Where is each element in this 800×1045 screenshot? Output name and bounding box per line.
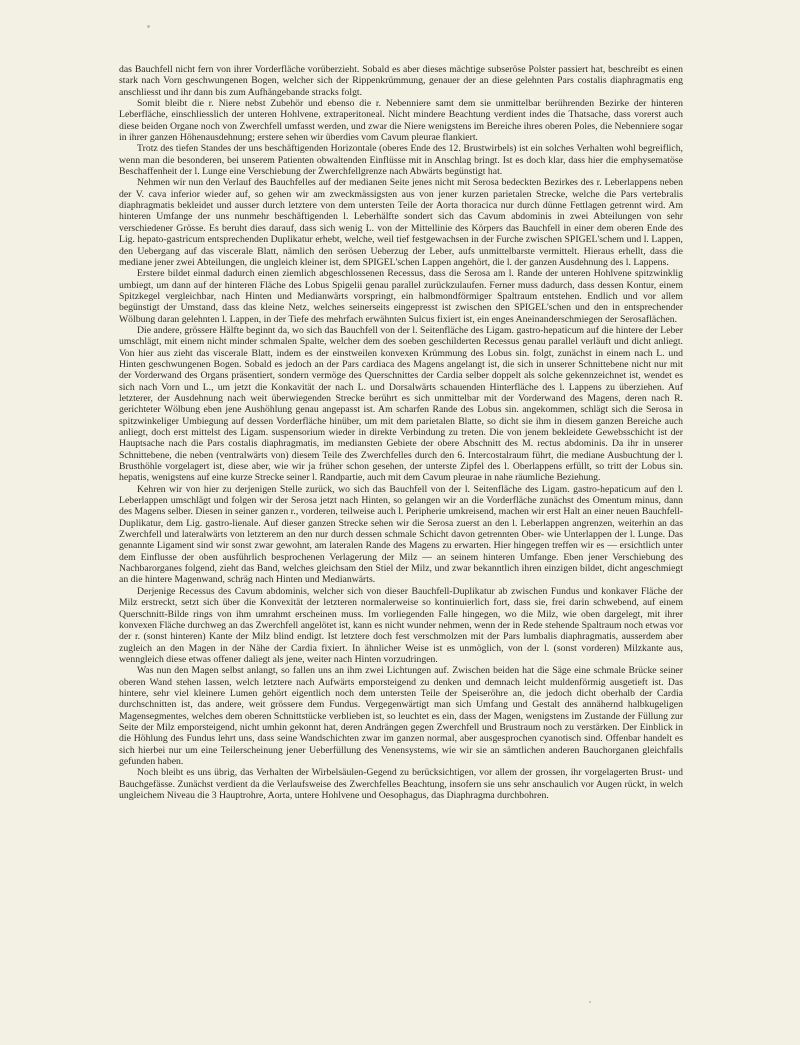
- paragraph: Was nun den Magen selbst anlangt, so fallen uns an ihm zwei Lichtungen auf. Zwischen beiden hat die Säge eine schmale Brücke seiner oberen Wand stehen lassen, welch letztere nach Aufwärts emporsteigend zu denken und demnach leicht muldenförmig ausgetieft ist. Das hintere, sehr viel kleinere Lumen gehört eigentlich noch dem untersten Teile der Speiseröhre an, die jedoch dicht oberhalb der Cardia durchschnitten ist, das andere, weit grössere dem Fundus. Vergegenwärtigt man sich Umfang und Gestalt des annähernd halbkugeligen Magensegmentes, welches dem oberen Schnittstücke verblieben ist, so leuchtet es ein, dass der Magen, wenigstens im Zustande der Füllung zur Seite der Milz emporsteigend, nicht umhin gekonnt hat, deren Andrängen gegen Zwerchfell und Brustraum noch zu verstärken. Der Einblick in die Höhlung des Fundus lehrt uns, dass seine Wandschichten zwar im ganzen normal, aber ausgesprochen cyanotisch sind. Offenbar handelt es sich hierbei nur um eine Teilerscheinung jener Ueberfüllung des Venensystems, wie wir sie an sämtlichen anderen Bauchorganen gleichfalls gefunden haben.: [119, 665, 683, 767]
- paragraph: Noch bleibt es uns übrig, das Verhalten der Wirbelsäulen-Gegend zu berücksichtigen, vor allem der grossen, ihr vorgelagerten Brust- und Bauchgefässe. Zunächst verdient da die Verlaufsweise des Zwerchfelles Beachtung, insofern sie uns sehr anschaulich vor Augen rückt, in welch ungleichem Niveau die 3 Hauptrohre, Aorta, untere Hohlvene und Oesophagus, das Diaphragma durchbohren.: [119, 767, 683, 801]
- paper-spot: [589, 1001, 591, 1003]
- paragraph: Nehmen wir nun den Verlauf des Bauchfelles auf der medianen Seite jenes nicht mit Serosa bedeckten Bezirkes des r. Leberlappens neben der V. cava inferior wieder auf, so gehen wir am zweckmässigsten aus von jener kurzen parietalen Strecke, welche die Pars vertebralis diaphragmatis bekleidet und ausser durch letztere von dem untersten Teile der Aorta thoracica nur durch dünne Fettlagen getrennt wird. Am hinteren Umfange der uns nunmehr beschäftigenden l. Leberhälfte sondert sich das Cavum abdominis in zwei Abteilungen von sehr verschiedener Grösse. Es beruht dies darauf, dass sich wenig L. von der Mittellinie des Körpers das Bauchfell in einer dem oberen Ende des Lig. hepato-gastricum entsprechenden Duplikatur erhebt, welche, weil tief festgewachsen in der Furche zwischen SPIGEL'schem und l. Lappen, den Uebergang auf das viscerale Blatt, nämlich den serösen Ueberzug der Leber, aufs unmittelbarste vermittelt. Hieraus erhellt, dass die mediane jener zwei Abteilungen, die ungleich kleiner ist, dem SPIGEL'schen Lappen angehört, die l. der ganzen Ausdehnung des l. Lappens.: [119, 177, 683, 268]
- paragraph: das Bauchfell nicht fern von ihrer Vorderfläche vorüberzieht. Sobald es aber dieses mächtige subseröse Polster passiert hat, beschreibt es einen stark nach Vorn geschwungenen Bogen, welcher sich der Rippenkrümmung, genauer der an diese gelehnten Pars costalis diaphragmatis eng anschliesst und ihr dann bis zum Aufhängebande stracks folgt.: [119, 64, 683, 98]
- paragraph: Trotz des tiefen Standes der uns beschäftigenden Horizontale (oberes Ende des 12. Brustwirbels) ist ein solches Verhalten wohl begreiflich, wenn man die besonderen, bei unserem Patienten obwaltenden Einflüsse mit in Anschlag bringt. Ist es doch klar, dass hier die emphysematöse Beschaffenheit der l. Lunge eine Verschiebung der Zwerchfellgrenze nach Abwärts begünstigt hat.: [119, 143, 683, 178]
- paper-spot: [147, 25, 150, 28]
- body-text: [119, 64, 683, 801]
- paragraph: Derjenige Recessus des Cavum abdominis, welcher sich von dieser Bauchfell-Duplikatur ab zwischen Fundus und konkaver Fläche der Milz erstreckt, setzt sich über die Konvexität der letzteren normalerweise so kontinuierlich fort, dass sie, frei darin schwebend, auf einem Querschnitt-Bilde rings von ihm umrahmt erscheinen muss. Im vorliegenden Falle hingegen, wo die Milz, wie oben dargelegt, mit ihrer konvexen Fläche durchweg an das Zwerchfell angelötet ist, kann es nicht wunder nehmen, wenn der in Rede stehende Spaltraum noch etwas vor der r. (sonst hinteren) Kante der Milz blind endigt. Ist letztere doch fest verschmolzen mit der Pars lumbalis diaphragmatis, ausserdem aber zugleich an den Magen in der Nähe der Cardia fixiert. In ähnlicher Weise ist es unmöglich, von der l. (sonst vorderen) Milzkante aus, wenngleich diese etwas offener daliegt als jene, weiter nach Hinten vorzudringen.: [119, 585, 683, 665]
- paragraph: Erstere bildet einmal dadurch einen ziemlich abgeschlossenen Recessus, dass die Serosa am l. Rande der unteren Hohlvene spitzwinklig umbiegt, um dann auf der hinteren Fläche des Lobus Spigelii genau parallel zurückzulaufen. Ferner muss dadurch, dass dessen Kontur, einem Spitzkegel vergleichbar, nach Hinten und Medianwärts vorspringt, ein halbmondförmiger Spaltraum entstehen. Endlich und vor allem begünstigt der Umstand, dass das kleine Netz, welches seinerseits eingepresst ist zwischen den SPIGEL'schen und den in entsprechender Wölbung daran gelehnten l. Lappen, in der Tiefe des mehrfach erwähnten Sulcus fixiert ist, ein enges Aneinanderschmiegen der Serosaflächen.: [119, 268, 683, 325]
- paragraph: Somit bleibt die r. Niere nebst Zubehör und ebenso die r. Nebenniere samt dem sie unmittelbar berührenden Bezirke der hinteren Leberfläche, einschliesslich der unteren Hohlvene, extraperitoneal. Nicht mindere Beachtung verdient indes die Thatsache, dass vorerst auch diese beiden Organe noch von Zwerchfell umfasst werden, und zwar die Niere wenigstens im Bereiche ihres oberen Poles, die Nebenniere sogar in ihrer ganzen Höhenausdehnung; erstere sehen wir überdies vom Cavum pleurae flankiert.: [119, 98, 683, 144]
- paragraph: Die andere, grössere Hälfte beginnt da, wo sich das Bauchfell von der l. Seitenfläche des Ligam. gastro-hepaticum auf die hintere der Leber umschlägt, mit einem nicht minder schmalen Spalte, welcher dem des soeben geschilderten Recessus genau parallel verläuft und dicht anliegt. Von hier aus zieht das viscerale Blatt, indem es der einstweilen konvexen Krümmung des Lobus sin. folgt, zunächst in einem nach L. und Hinten geschwungenen Bogen. Sobald es jedoch an der Pars cardiaca des Magens angelangt ist, die sich in unserer Schnittebene nicht nur mit der Vorderwand des Organs präsentiert, sondern vermöge des Querschnittes der Cardia selber doppelt als solche gekennzeichnet ist, wendet es sich nach Vorn und L., um jetzt die Konkavität der nach L. und Dorsalwärts schauenden Hinterfläche des l. Lappens zu überziehen. Auf letzterer, der Ausdehnung nach weit überwiegenden Strecke berührt es sich unmittelbar mit der Vorderwand des Magens, deren nach R. gerichteter Wölbung eben jene Aushöhlung genau angepasst ist. Am scharfen Rande des Lobus sin. angekommen, schlägt sich die Serosa in spitzwinkeliger Umbiegung auf dessen Vorderfläche hinüber, um mit dem parietalen Blatte, so dicht sie ihm in diesem ganzen Bereiche auch anliegt, doch erst mittelst des Ligam. suspensorium wieder in direkte Verbindung zu treten. Die von jenem bekleidete Gewebsschicht ist der Hauptsache nach die Pars costalis diaphragmatis, im mediansten Gebiete der obere Abschnitt des M. rectus abdominis. Da ihr in unserer Schnittebene, die neben (ventralwärts von) diesem Teile des Zwerchfelles durch den 6. Intercostalraum führt, die mediane Ausbuchtung der l. Brusthöhle vorgelagert ist, diese aber, wie wir ja früher schon gesehen, der unterste Zipfel des l. Oberlappens erfüllt, so tritt der Lobus sin. hepatis, wenigstens auf eine kurze Strecke seiner l. Randpartie, auch mit dem Cavum pleurae in nahe räumliche Beziehung.: [119, 324, 683, 484]
- paragraph: Kehren wir von hier zu derjenigen Stelle zurück, wo sich das Bauchfell von der l. Seitenfläche des Ligam. gastro-hepaticum auf den l. Leberlappen umschlägt und folgen wir der Serosa jetzt nach Hinten, so gelangen wir an die Vorderfläche zunächst des Omentum minus, dann des Magens selber. Diesen in seiner ganzen r., vorderen, teilweise auch l. Peripherie umkreisend, machen wir erst Halt an einer neuen Bauchfell-Duplikatur, dem Lig. gastro-lienale. Auf dieser ganzen Strecke sehen wir die Serosa zuerst an den l. Leberlappen angrenzen, weiterhin an das Zwerchfell und lateralwärts von letzterem an den nur durch dessen schmale Schicht davon getrennten Ober- wie Unterlappen der l. Lunge. Das genannte Ligament sind wir sonst zwar gewohnt, am lateralen Rande des Magens zu erwarten. Hier hingegen treffen wir es — ersichtlich unter dem Einflusse der oben ausführlich besprochenen Verlagerung der Milz — an seinem hinteren Umfange. Eben jener Verschiebung des Nachbarorganes folgend, zieht das Band, welches gleichsam den Stiel der Milz, und zwar bekanntlich ihren einzigen bildet, dicht angeschmiegt an die hintere Magenwand, schräg nach Hinten und Medianwärts.: [119, 483, 683, 586]
